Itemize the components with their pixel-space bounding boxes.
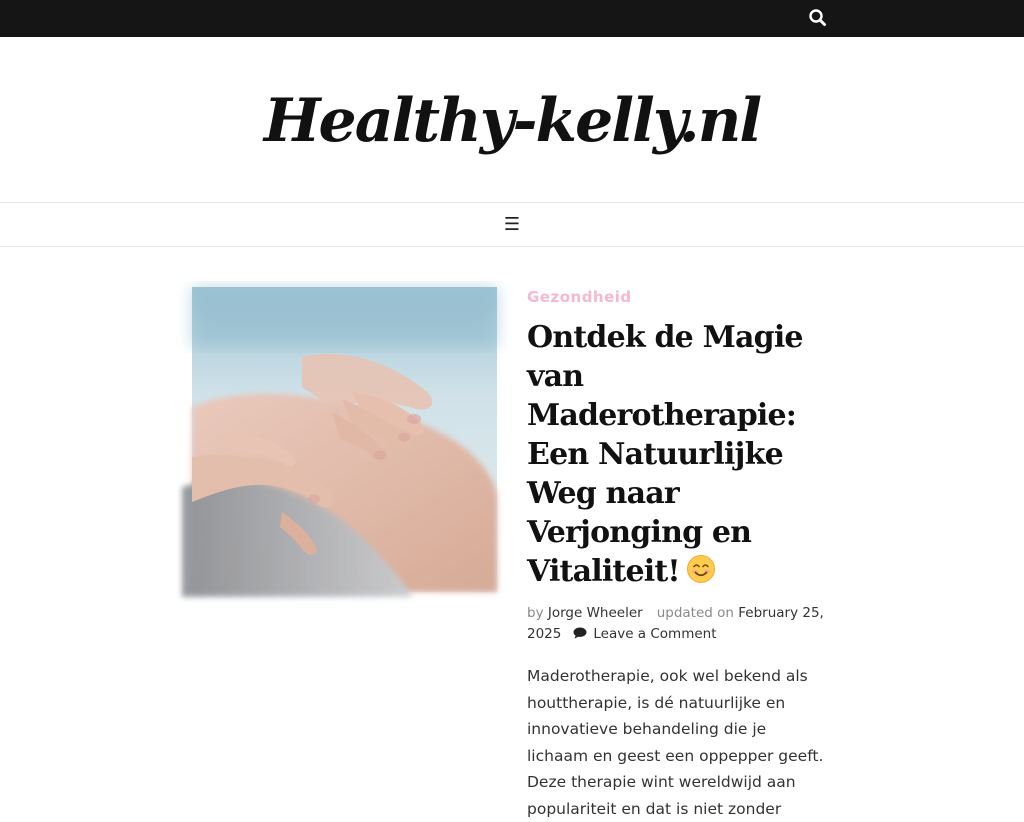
post-date[interactable]: February 25, 2025 [527,605,824,642]
comment-icon [573,627,587,639]
post-title[interactable] [527,318,827,591]
top-bar [0,0,1024,37]
author-link[interactable]: Jorge Wheeler [547,605,643,621]
by-label: by [527,605,544,621]
post-excerpt: Maderotherapie, ook wel bekend als houttherapie, is dé natuurlijke en innovatieve behandeling die je lichaam en geest een oppepper geeft. Deze therapie wint wereldwijd aan populariteit en dat is niet zonder [527,667,824,818]
post-thumbnail[interactable] [192,287,497,592]
leave-comment-link[interactable]: Leave a Comment [593,626,717,642]
search-icon [808,7,828,29]
smiling-face-icon [686,554,716,584]
search-button[interactable] [808,7,828,29]
site-title[interactable]: Healthy-kelly.nl [263,85,761,156]
post-meta [527,603,827,645]
main-navigation [0,203,1024,247]
main-content [0,247,1024,818]
post-title-text: Ontdek de Magie van Maderotherapie: Een Natuurlijke Weg naar Verjonging en Vitaliteit! [527,320,803,589]
post-summary [527,287,827,822]
site-header [0,37,1024,203]
post-category[interactable]: Gezondheid [527,288,632,306]
hamburger-menu-icon[interactable]: ☰ [503,213,521,235]
massage-photo [192,287,497,592]
updated-label: updated on [656,605,734,621]
